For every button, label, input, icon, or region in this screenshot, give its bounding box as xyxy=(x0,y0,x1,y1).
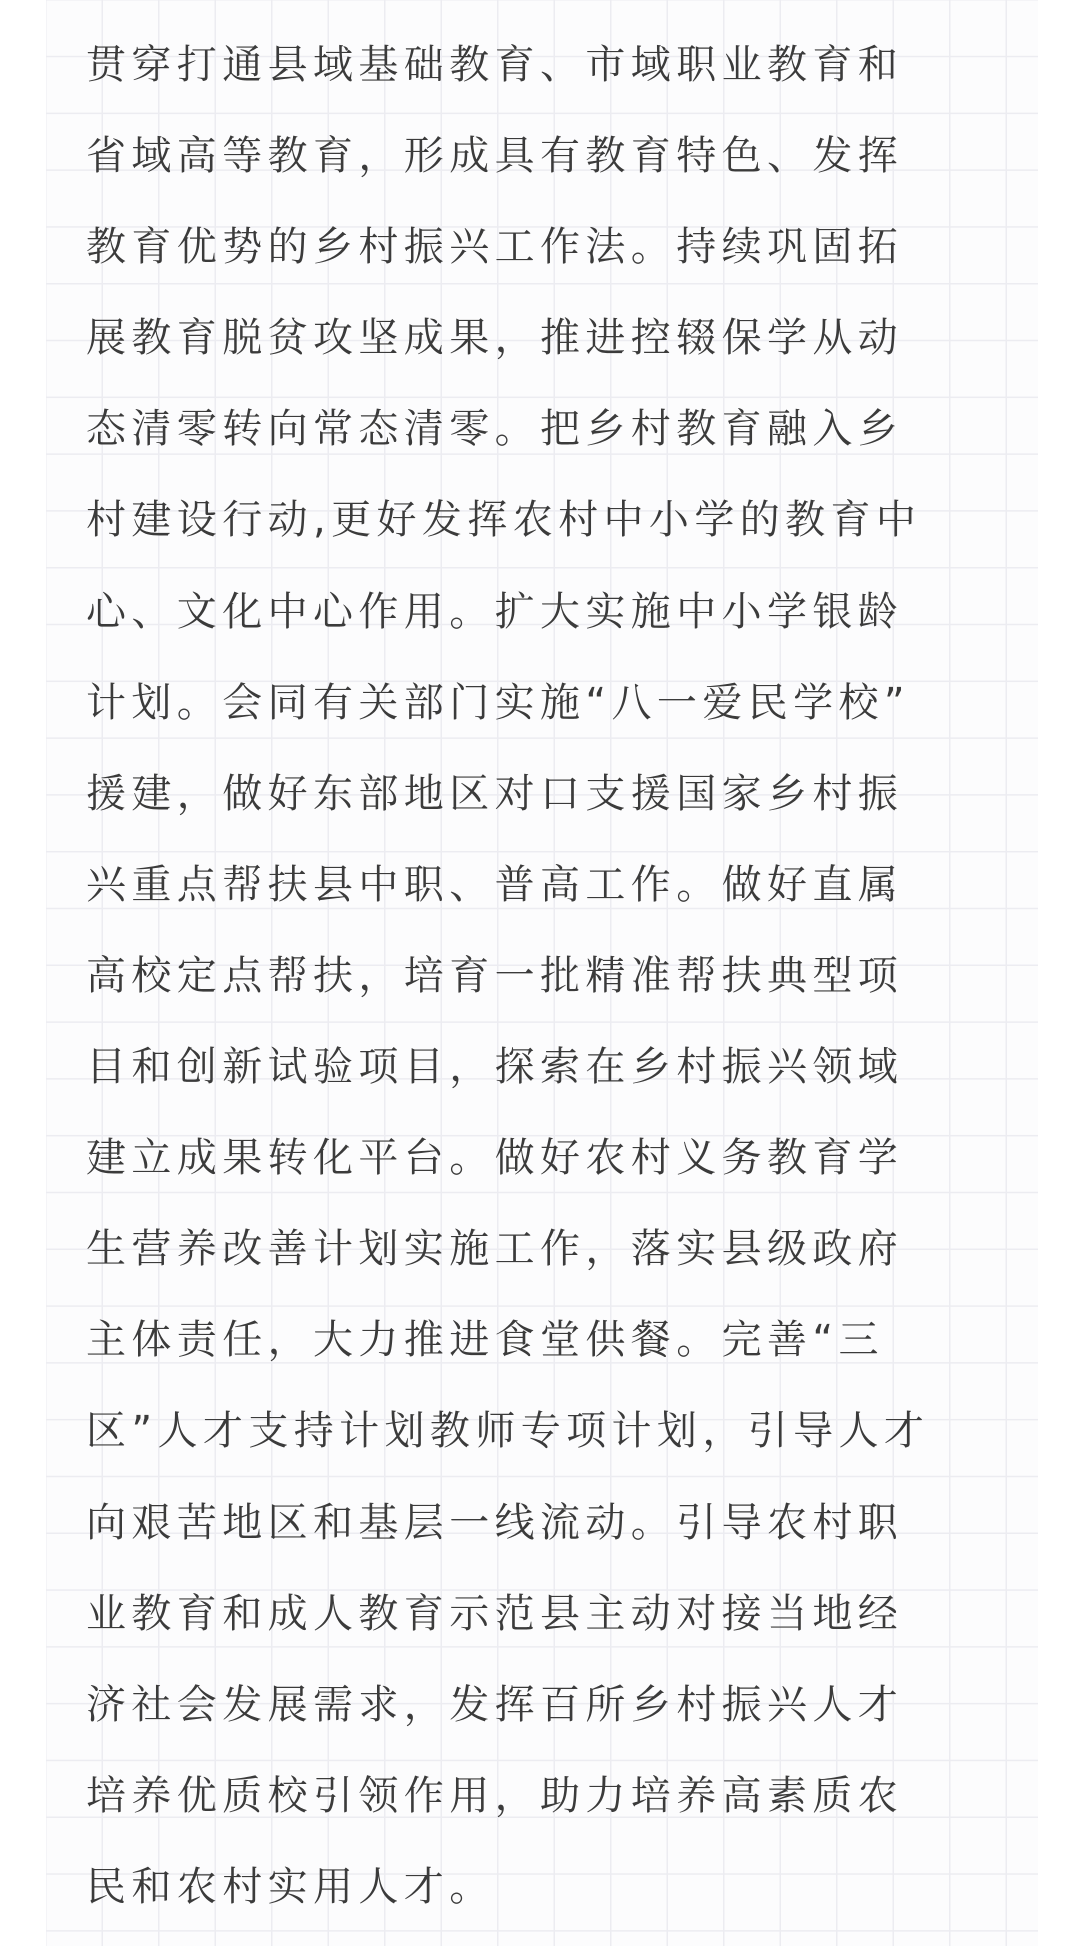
article-line: 教育优势的乡村振兴工作法。持续巩固拓 xyxy=(86,224,904,271)
article-line: 济社会发展需求，发挥百所乡村振兴人才 xyxy=(86,1681,904,1728)
article-line: 目和创新试验项目，探索在乡村振兴领域 xyxy=(86,1044,904,1091)
article-line: 民和农村实用人才。 xyxy=(86,1863,495,1910)
article-line: 业教育和成人教育示范县主动对接当地经 xyxy=(86,1590,904,1637)
article-line: 展教育脱贫攻坚成果，推进控辍保学从动 xyxy=(86,315,904,362)
article-line: 心、文化中心作用。扩大实施中小学银龄 xyxy=(86,588,904,635)
article-line: 计划。会同有关部门实施“八一爱民学校” xyxy=(86,679,911,726)
article-line: 兴重点帮扶县中职、普高工作。做好直属 xyxy=(86,861,904,908)
article-line: 高校定点帮扶，培育一批精准帮扶典型项 xyxy=(86,952,904,999)
article-line: 贯穿打通县域基础教育、市域职业教育和 xyxy=(86,42,904,88)
article-line: 援建，做好东部地区对口支援国家乡村振 xyxy=(86,770,904,817)
article-line: 生营养改善计划实施工作，落实县级政府 xyxy=(86,1226,904,1273)
article-line: 主体责任，大力推进食堂供餐。完善“三 xyxy=(86,1317,884,1364)
article-line: 建立成果转化平台。做好农村义务教育学 xyxy=(86,1135,904,1182)
article-line: 向艰苦地区和基层一线流动。引导农村职 xyxy=(86,1499,904,1546)
article-line: 态清零转向常态清零。把乡村教育融入乡 xyxy=(86,406,904,453)
article-line: 省域高等教育，形成具有教育特色、发挥 xyxy=(86,133,904,180)
article-body xyxy=(86,20,1006,1933)
article-line: 培养优质校引领作用，助力培养高素质农 xyxy=(86,1772,904,1819)
article-line: 区”人才支持计划教师专项计划，引导人才 xyxy=(86,1408,930,1455)
article-line: 村建设行动,更好发挥农村中小学的教育中 xyxy=(86,497,922,544)
